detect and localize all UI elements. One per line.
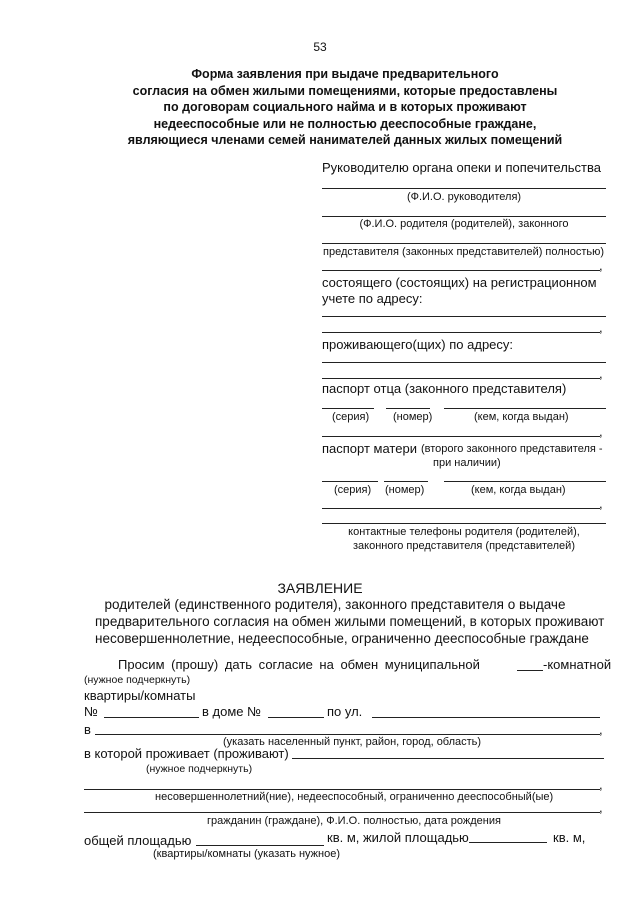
comma: , (599, 320, 603, 335)
citizen-hint: гражданин (граждане), Ф.И.О. полностью, дата рождения (207, 815, 501, 827)
residents-line (292, 758, 604, 759)
no-label: № (84, 704, 98, 719)
phones-hint-2: законного представителя (представителей) (353, 540, 575, 552)
title-line: по договорам социального найма и в которых проживают (163, 100, 527, 114)
father-series-hint: (серия) (332, 411, 370, 423)
comma: , (599, 424, 603, 439)
apartment-no-line (104, 717, 199, 718)
mother-note-2: при наличии) (433, 457, 501, 469)
mother-issued-hint: (кем, когда выдан) (471, 484, 566, 496)
mother-number-hint: (номер) (385, 484, 425, 496)
request-text: Просим (прошу) дать согласие на обмен муниципальной (118, 657, 480, 672)
room-suffix: -комнатной (543, 657, 612, 672)
head-fio-hint: (Ф.И.О. руководителя) (406, 191, 522, 203)
addressee: Руководителю органа опеки и попечительства (322, 160, 601, 175)
phone-line (322, 523, 606, 524)
registered-label-2: учете по адресу: (322, 291, 423, 306)
residents-label: в которой проживает (проживают) (84, 746, 289, 761)
statement-heading: ЗАЯВЛЕНИЕ (277, 580, 363, 596)
citizen-line (84, 812, 600, 813)
parent-fio-line (322, 216, 606, 217)
locality-line (95, 734, 600, 735)
parent-fio-line-2 (322, 243, 606, 244)
title-line: являющиеся членами семей нанимателей данных жилых помещений (127, 133, 563, 147)
living-address-line-2 (322, 378, 600, 379)
house-label: в доме № (202, 704, 262, 719)
mother-series-hint: (серия) (334, 484, 372, 496)
locality-hint: (указать населенный пункт, район, город, область) (223, 736, 482, 748)
page-number: 53 (313, 40, 327, 54)
living-area-line (469, 842, 547, 843)
comma: , (599, 777, 603, 792)
comma: , (599, 258, 603, 273)
father-passport-line-2 (322, 436, 600, 437)
street-label: по ул. (327, 704, 363, 719)
father-issued-hint: (кем, когда выдан) (474, 411, 569, 423)
street-line (372, 717, 600, 718)
father-passport-label: паспорт отца (законного представителя) (322, 381, 567, 396)
comma: , (599, 496, 603, 511)
mother-issued-line (444, 481, 606, 482)
statement-line: предварительного согласия на обмен жилыми помещений, в которых проживают (95, 614, 605, 629)
head-fio-line (322, 188, 606, 189)
residents-line-2 (84, 789, 600, 790)
comma: , (599, 722, 603, 737)
statement-line: несовершеннолетние, недееспособные, ограниченно дееспособные граждане (95, 631, 589, 646)
room-count-line (517, 670, 543, 671)
apartment-label: квартиры/комнаты (84, 688, 196, 703)
total-area-label: общей площадью (84, 833, 192, 848)
in-label: в (84, 722, 91, 737)
registered-address-line-1 (322, 316, 606, 317)
comma: , (599, 366, 603, 381)
underline-hint-2: (нужное подчеркнуть) (146, 763, 253, 775)
mother-passport-label: паспорт матери (322, 441, 417, 456)
father-number-line (386, 408, 430, 409)
living-area-label: кв. м, жилой площадью (327, 830, 469, 845)
total-area-line (196, 845, 324, 846)
category-hint: несовершеннолетний(ние), недееспособный, ограниченно дееспособный(ые) (155, 791, 554, 803)
statement-subtitle (95, 596, 605, 647)
title-line: Форма заявления при выдаче предварительного (191, 67, 499, 81)
form-title (60, 66, 630, 149)
parent-fio-hint-2: представителя (законных представителей) полностью) (323, 246, 605, 258)
registered-label-1: состоящего (состоящих) на регистрационном (322, 275, 597, 290)
mother-note-1: (второго законного представителя - (421, 443, 603, 455)
mother-series-line (322, 481, 378, 482)
underline-hint-1: (нужное подчеркнуть) (84, 674, 191, 686)
parent-fio-line-3 (322, 270, 600, 271)
house-no-line (268, 717, 324, 718)
comma: , (599, 800, 603, 815)
parent-fio-hint-1: (Ф.И.О. родителя (родителей), законного (359, 218, 569, 230)
title-line: недееспособные или не полностью дееспособные граждане, (153, 116, 537, 131)
living-address-line-1 (322, 362, 606, 363)
mother-number-line (384, 481, 428, 482)
father-issued-line (444, 408, 606, 409)
phones-hint-1: контактные телефоны родителя (родителей), (348, 526, 580, 538)
title-line: согласия на обмен жилыми помещениями, которые предоставлены (132, 83, 558, 98)
living-at-label: проживающего(щих) по адресу: (322, 337, 514, 352)
sqm-label: кв. м, (553, 830, 586, 845)
father-number-hint: (номер) (393, 411, 433, 423)
statement-line: родителей (единственного родителя), законного представителя о выдаче (104, 597, 566, 612)
father-series-line (322, 408, 374, 409)
mother-passport-line-2 (322, 508, 600, 509)
registered-address-line-2 (322, 332, 600, 333)
area-hint: (квартиры/комнаты (указать нужное) (153, 848, 341, 860)
